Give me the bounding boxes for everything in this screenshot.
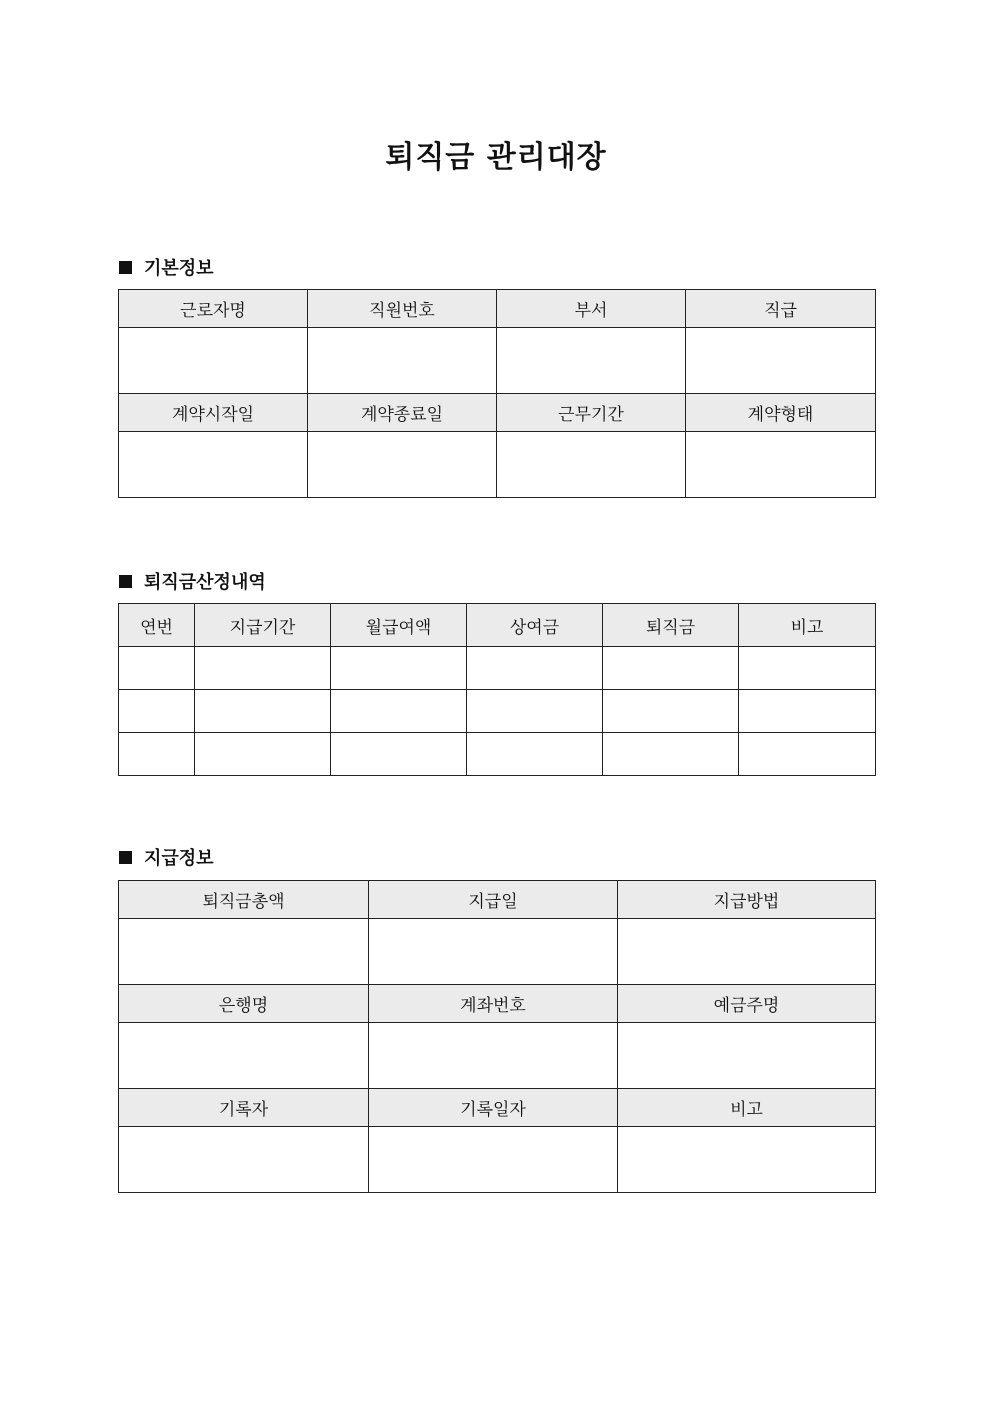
- value-cell-record-date[interactable]: [369, 1127, 618, 1193]
- header-cell-record-date: 기록일자: [369, 1089, 618, 1127]
- section-heading-label: 퇴직금산정내역: [144, 572, 266, 593]
- value-cell-account-number[interactable]: [369, 1023, 618, 1089]
- table-cell[interactable]: [467, 733, 603, 776]
- table-cell[interactable]: [331, 733, 467, 776]
- header-cell-pay-method: 지급방법: [618, 881, 876, 919]
- table-cell[interactable]: [739, 647, 876, 690]
- table-cell[interactable]: [603, 647, 739, 690]
- header-cell-contract-type: 계약형태: [686, 394, 876, 432]
- table-cell[interactable]: [739, 690, 876, 733]
- value-cell-work-period[interactable]: [497, 432, 686, 498]
- value-cell-position[interactable]: [686, 328, 876, 394]
- value-cell-contract-start[interactable]: [119, 432, 308, 498]
- header-cell-severance-total: 퇴직금총액: [119, 881, 369, 919]
- header-cell-position: 직급: [686, 290, 876, 328]
- table-cell[interactable]: [331, 690, 467, 733]
- header-cell-monthly-salary: 월급여액: [331, 604, 467, 647]
- section-heading-label: 기본정보: [144, 258, 214, 279]
- value-cell-account-holder[interactable]: [618, 1023, 876, 1089]
- value-cell-pay-method[interactable]: [618, 919, 876, 985]
- table-cell[interactable]: [467, 690, 603, 733]
- header-cell-payment-remarks: 비고: [618, 1089, 876, 1127]
- header-cell-account-number: 계좌번호: [369, 985, 618, 1023]
- header-cell-bonus: 상여금: [467, 604, 603, 647]
- section-heading-basic: [119, 254, 214, 280]
- payment-info-table: [118, 880, 876, 1193]
- table-cell[interactable]: [195, 690, 331, 733]
- header-cell-pay-date: 지급일: [369, 881, 618, 919]
- section-heading-calc: [119, 568, 266, 594]
- square-bullet-icon: [119, 851, 132, 864]
- document-title: 퇴직금 관리대장: [385, 140, 607, 175]
- value-cell-severance-total[interactable]: [119, 919, 369, 985]
- header-cell-remarks: 비고: [739, 604, 876, 647]
- table-cell[interactable]: [331, 647, 467, 690]
- header-cell-account-holder: 예금주명: [618, 985, 876, 1023]
- square-bullet-icon: [119, 575, 132, 588]
- square-bullet-icon: [119, 261, 132, 274]
- value-cell-payment-remarks[interactable]: [618, 1127, 876, 1193]
- table-cell[interactable]: [603, 690, 739, 733]
- header-cell-employee-name: 근로자명: [119, 290, 308, 328]
- table-cell[interactable]: [195, 647, 331, 690]
- value-cell-recorder[interactable]: [119, 1127, 369, 1193]
- header-cell-serial: 연번: [119, 604, 195, 647]
- section-heading-payment: [119, 844, 214, 870]
- value-cell-bank-name[interactable]: [119, 1023, 369, 1089]
- table-cell[interactable]: [739, 733, 876, 776]
- value-cell-contract-type[interactable]: [686, 432, 876, 498]
- section-heading-label: 지급정보: [144, 848, 214, 869]
- header-cell-severance: 퇴직금: [603, 604, 739, 647]
- header-cell-contract-start: 계약시작일: [119, 394, 308, 432]
- header-cell-contract-end: 계약종료일: [308, 394, 497, 432]
- table-cell[interactable]: [603, 733, 739, 776]
- table-row: [119, 733, 876, 776]
- value-cell-pay-date[interactable]: [369, 919, 618, 985]
- header-cell-employee-number: 직원번호: [308, 290, 497, 328]
- header-cell-pay-period: 지급기간: [195, 604, 331, 647]
- severance-calculation-table: [118, 603, 876, 776]
- table-cell[interactable]: [119, 690, 195, 733]
- table-cell[interactable]: [119, 647, 195, 690]
- table-cell[interactable]: [467, 647, 603, 690]
- table-row: [119, 647, 876, 690]
- header-cell-recorder: 기록자: [119, 1089, 369, 1127]
- value-cell-employee-number[interactable]: [308, 328, 497, 394]
- basic-info-table: [118, 289, 876, 498]
- header-cell-bank-name: 은행명: [119, 985, 369, 1023]
- header-cell-department: 부서: [497, 290, 686, 328]
- value-cell-contract-end[interactable]: [308, 432, 497, 498]
- header-cell-work-period: 근무기간: [497, 394, 686, 432]
- table-row: [119, 690, 876, 733]
- table-cell[interactable]: [195, 733, 331, 776]
- table-cell[interactable]: [119, 733, 195, 776]
- value-cell-department[interactable]: [497, 328, 686, 394]
- value-cell-employee-name[interactable]: [119, 328, 308, 394]
